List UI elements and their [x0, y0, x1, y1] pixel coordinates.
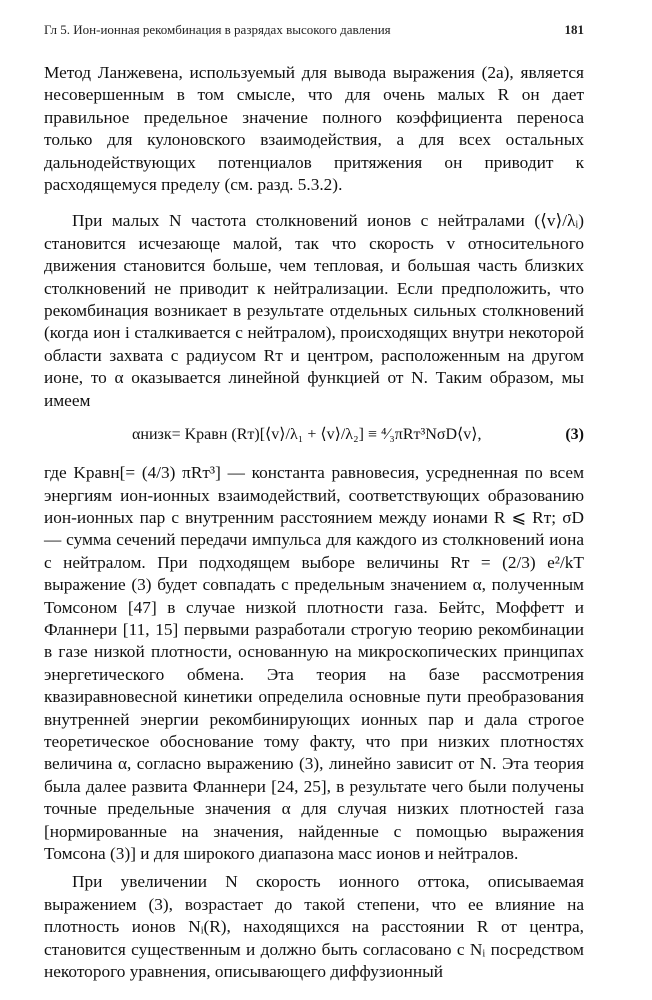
page-number: 181 [564, 22, 584, 37]
paragraph-increasing-n: При увеличении N скорость ионного оттока, описываемая выражением (3), возрастает до такой степени, что ее влияние на плотность ионов Nᵢ(R), находящихся на расстоянии R от центра, становится существенным и должно быть согласовано с Nᵢ посредством некоторого уравнения, описывающего диффузионный [44, 872, 584, 982]
equation-expression: αнизк= Kравн (Rᴛ)[⟨v⟩/λ₁ + ⟨v⟩/λ₂] ≡ ⁴⁄₃πRᴛ³NσD⟨v⟩, [132, 426, 482, 444]
paragraph-equilibrium-constant: где Kравн[= (4/3) πRᴛ³] — константа равновесия, усредненная по всем энергиям ион-ионных взаимодействий, соответствующих образованию ион-ионных пар с внутренним расстоянием между ионами R ⩽ Rᴛ; σD — сумма сечений передачи импульса для каждого из столкновений иона с нейтралом. При подходящем выборе величины Rᴛ = (2/3) e²/kT выражение (3) будет совпадать с предельным значением α, полученным Томсоном [47] в случае низкой плотности газа. Бейтс, Моффетт и Фланнери [11, 15] первыми разработали строгую теорию рекомбинации в газе низкой плотности, основанную на микроскопических принципах энергетического обмена. Эта теория на базе рассмотрения квазиравновесной кинетики определила основные пути преобразования внутренней энергии рекомбинирующих ионных пар и дала строгое теоретическое обоснование тому факту, что при низких плотностях величина α, согласно выражению (3), линейно зависит от N. Эта теория была далее развита Фланнери [24, 25], в результате чего были получены точные предельные значения α для случая низких плотностей газа [нормированные на значения, найденные с помощью выражения Томсона (3)] и для широкого диапазона масс ионов и нейтралов. [44, 463, 584, 863]
equation-3 [44, 422, 584, 448]
equation-number: (3) [565, 426, 584, 444]
running-header [44, 22, 584, 42]
chapter-title: Гл 5. Ион-ионная рекомбинация в разрядах высокого давления [44, 22, 391, 37]
paragraph-low-density: При малых N частота столкновений ионов с нейтралами (⟨v⟩/λᵢ) становится исчезающе малой, так что скорость v относительного движения становится больше, чем тепловая, и большая часть близких столкновений не приводит к нейтрализации. Если предположить, что рекомбинация возникает в результате отдельных сильных столкновений (когда ион i сталкивается с нейтралом), происходящих внутри некоторой области захвата с радиусом Rᴛ и центром, расположенным на другом ионе, то α оказывается линейной функцией от N. Таким образом, мы имеем [44, 211, 584, 410]
page-body [44, 62, 584, 983]
paragraph-langevin: Метод Ланжевена, используемый для вывода выражения (2а), является несовершенным в том смысле, что для очень малых R он дает правильное предельное значение полного коэффициента переноса только для кулоновского взаимодействия, а для всех остальных дальнодействующих потенциалов притяжения он приводит к расходящемуся пределу (см. разд. 5.3.2). [44, 63, 584, 195]
